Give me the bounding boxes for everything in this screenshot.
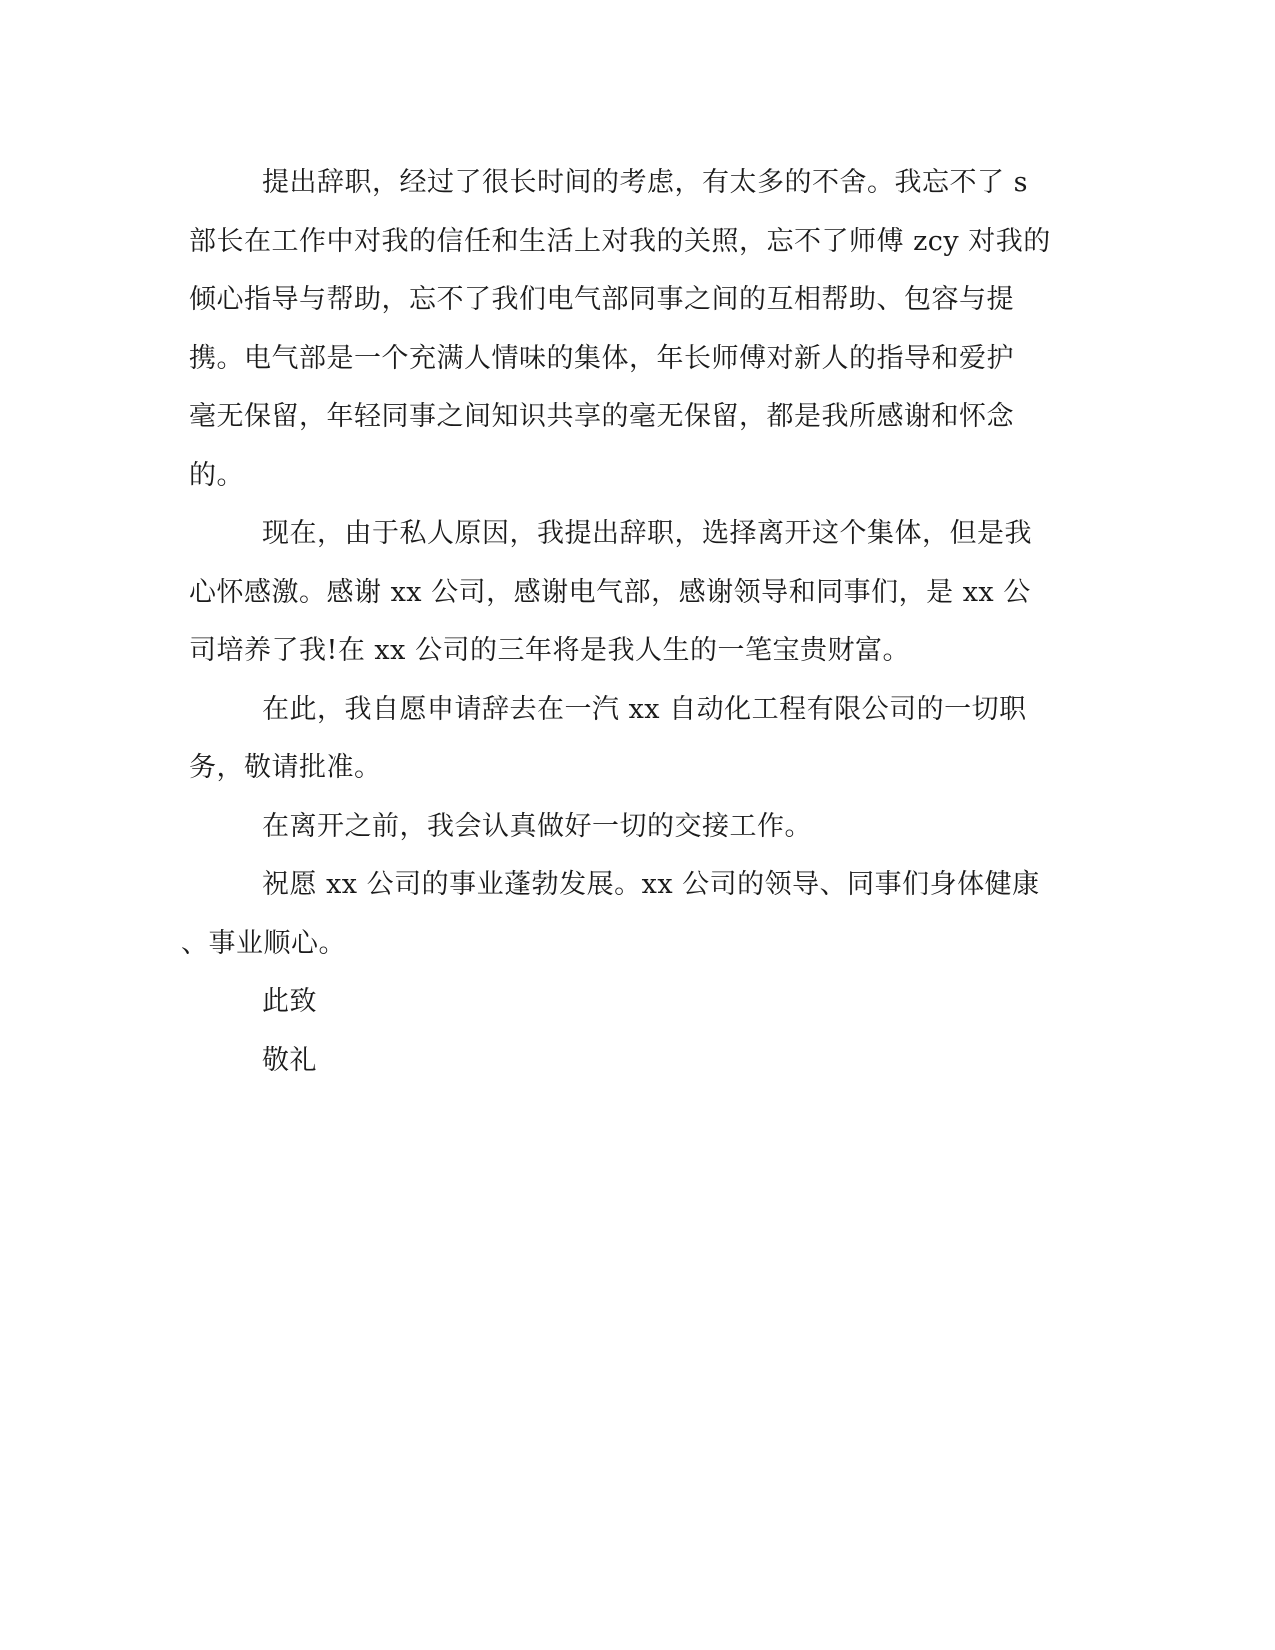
paragraph-line: 提出辞职，经过了很长时间的考虑，有太多的不舍。我忘不了 s [262, 167, 1028, 198]
paragraph-line: 部长在工作中对我的信任和生活上对我的关照，忘不了师傅 zcy 对我的 [189, 226, 1051, 257]
paragraph-line: 务，敬请批准。 [189, 752, 382, 783]
paragraph-line: 毫无保留，年轻同事之间知识共享的毫无保留，都是我所感谢和怀念 [189, 401, 1014, 432]
paragraph-line: 现在，由于私人原因，我提出辞职，选择离开这个集体，但是我 [262, 518, 1032, 549]
closing-line: 敬礼 [262, 1045, 317, 1076]
paragraph-line: 、事业顺心。 [181, 928, 346, 959]
paragraph-line: 倾心指导与帮助，忘不了我们电气部同事之间的互相帮助、包容与提 [189, 284, 1014, 315]
paragraph-line: 在此，我自愿申请辞去在一汽 xx 自动化工程有限公司的一切职 [262, 694, 1027, 725]
paragraph-line: 司培养了我!在 xx 公司的三年将是我人生的一笔宝贵财富。 [189, 635, 910, 666]
paragraph-line: 携。电气部是一个充满人情味的集体，年长师傅对新人的指导和爱护 [189, 343, 1014, 374]
paragraph-line: 祝愿 xx 公司的事业蓬勃发展。xx 公司的领导、同事们身体健康 [262, 869, 1040, 900]
paragraph-line: 心怀感激。感谢 xx 公司，感谢电气部，感谢领导和同事们，是 xx 公 [189, 577, 1031, 608]
paragraph-line: 在离开之前，我会认真做好一切的交接工作。 [262, 811, 812, 842]
closing-line: 此致 [262, 986, 317, 1017]
paragraph-line: 的。 [189, 460, 244, 491]
